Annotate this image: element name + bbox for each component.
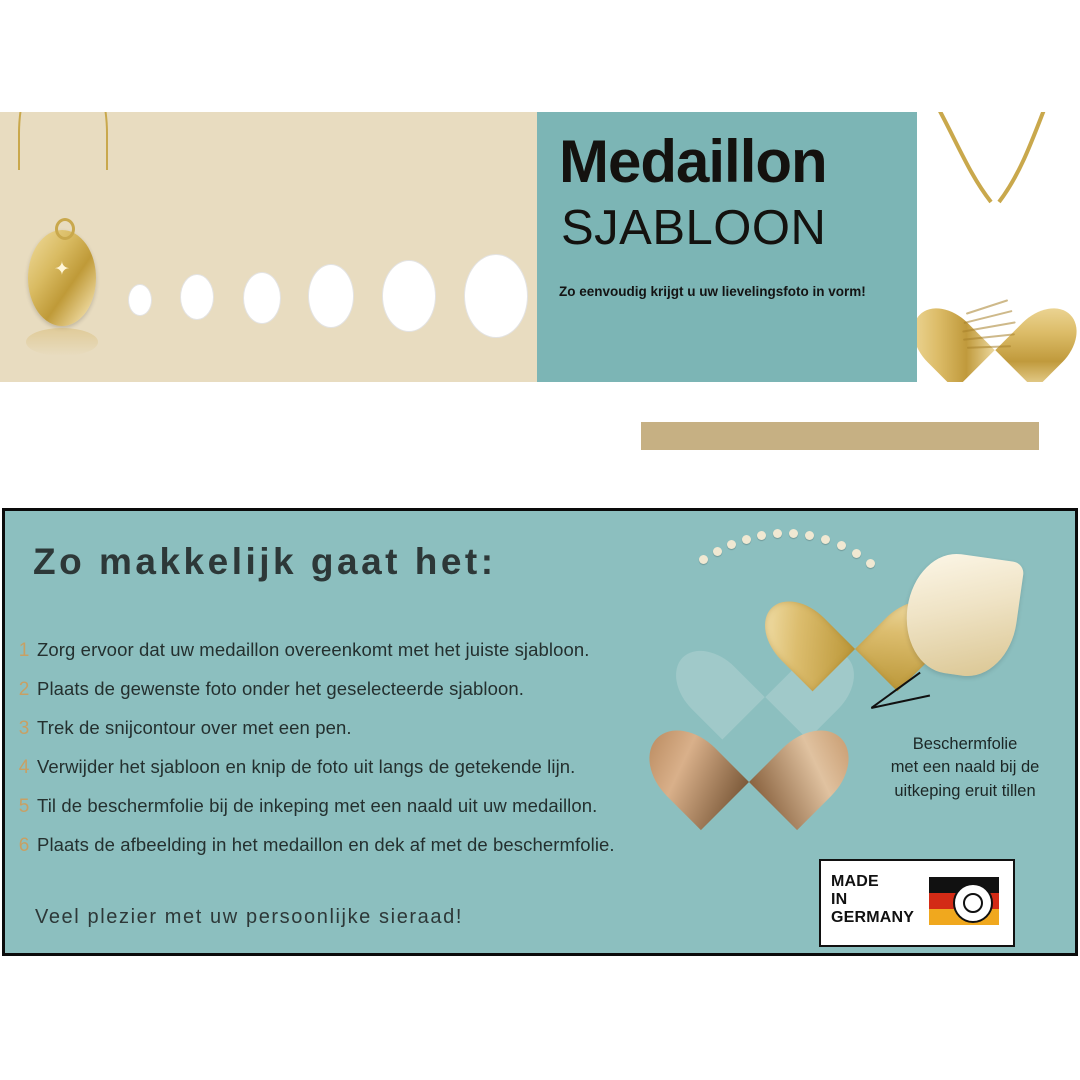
step-number: 1	[18, 640, 30, 661]
badge-line-1: MADE	[831, 873, 879, 890]
locket-reflection	[26, 328, 98, 356]
heart-template-5	[396, 374, 468, 382]
banner-title-panel	[537, 112, 917, 382]
page-tagline: Zo eenvoudig krijgt u uw lievelingsfoto in vorm!	[559, 284, 866, 299]
step-number: 5	[18, 796, 30, 817]
list-item	[11, 678, 751, 717]
list-item	[11, 639, 751, 678]
heart-locket-photo	[917, 112, 1080, 382]
star-engraving-icon: ✦	[54, 259, 70, 280]
oval-template-3	[243, 272, 281, 324]
step-number: 2	[18, 679, 30, 700]
step-number: 3	[18, 718, 30, 739]
heart-locket-icon	[939, 272, 1051, 370]
gold-accent-bar	[641, 422, 1039, 450]
made-in-germany-badge	[819, 859, 1015, 947]
badge-line-2: IN	[831, 890, 848, 908]
chain-icon	[927, 112, 1067, 222]
seal-icon	[953, 883, 993, 923]
page-title: Medaillon	[559, 128, 827, 195]
list-item	[11, 834, 751, 873]
badge-line-3: GERMANY	[831, 908, 915, 926]
oval-template-5	[382, 260, 436, 332]
instructions-heading: Zo makkelijk gaat het:	[33, 541, 497, 582]
open-heart-locket-icon	[795, 551, 1025, 731]
step-text: Til de beschermfolie bij de inkeping met een naald uit uw medaillon.	[37, 795, 598, 816]
list-item	[11, 756, 751, 795]
list-item	[11, 717, 751, 756]
step-number: 4	[18, 757, 30, 778]
instructions-step-list	[11, 639, 751, 873]
page-subtitle: SJABLOON	[561, 201, 827, 255]
heart-locket-back	[795, 561, 915, 671]
foil-caption-line-1: Beschermfolie	[912, 735, 1018, 753]
necklace-chain-icon	[18, 112, 108, 170]
step-text: Trek de snijcontour over met een pen.	[37, 717, 352, 738]
step-text: Plaats de gewenste foto onder het geselecteerde sjabloon.	[37, 678, 525, 699]
banner-left-panel	[0, 112, 537, 382]
instructions-panel	[2, 508, 1078, 956]
heart-template-4	[315, 380, 373, 382]
step-text: Plaats de afbeelding in het medaillon en dek af met de beschermfolie.	[37, 834, 615, 855]
foil-caption-line-3: uitkeping eruit tillen	[894, 781, 1036, 800]
step-text: Verwijder het sjabloon en knip de foto uit langs de getekende lijn.	[37, 756, 576, 777]
closing-message: Veel plezier met uw persoonlijke sieraad!	[35, 906, 464, 928]
oval-template-2	[180, 274, 214, 320]
made-in-germany-text	[831, 873, 914, 927]
foil-caption-line-2: met een naald bij de	[890, 758, 1040, 777]
locket-bail-icon	[55, 218, 75, 240]
seal-inner-ring	[963, 893, 983, 913]
step-number: 6	[18, 835, 30, 856]
oval-template-1	[128, 284, 152, 316]
step-text: Zorg ervoor dat uw medaillon overeenkomt met het juiste sjabloon.	[37, 639, 590, 660]
oval-template-6	[464, 254, 528, 338]
foil-caption	[865, 733, 1065, 803]
top-banner	[0, 112, 1080, 382]
list-item	[11, 795, 751, 834]
oval-template-4	[308, 264, 354, 328]
